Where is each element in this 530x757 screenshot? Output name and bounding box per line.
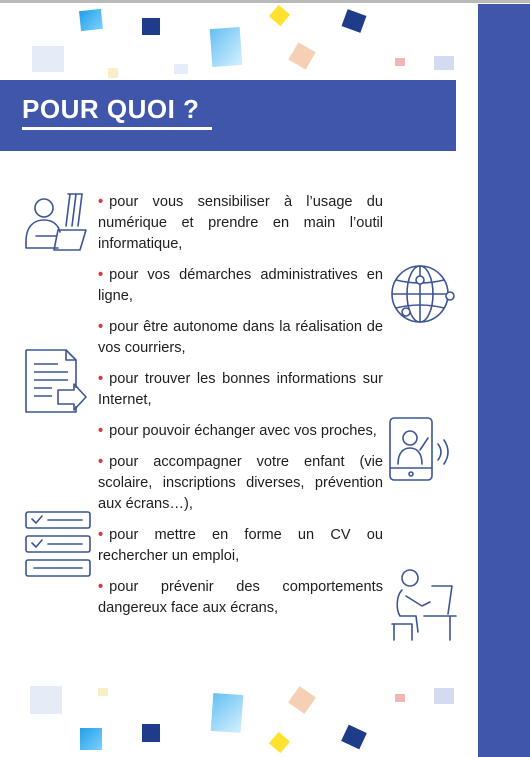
bullet: • <box>98 579 104 595</box>
bullet: • <box>98 371 104 387</box>
person-at-desk-icon <box>388 566 458 642</box>
reasons-list <box>98 192 383 629</box>
list-item <box>98 452 383 515</box>
list-item-text: pour trouver les bonnes informations sur Internet, <box>98 371 383 408</box>
page-title: POUR QUOI ? <box>22 94 200 124</box>
document-arrow-icon <box>22 348 88 414</box>
list-item <box>98 317 383 359</box>
side-band <box>478 4 530 757</box>
list-item <box>98 369 383 411</box>
list-item <box>98 192 383 255</box>
list-item-text: pour être autonome dans la réalisation de vos courriers, <box>98 319 383 356</box>
bullet: • <box>98 454 104 470</box>
list-item-text: pour vous sensibiliser à l’usage du numérique et prendre en main l’outil informatique, <box>98 194 383 252</box>
list-item-text: pour prévenir des comportements dangereux face aux écrans, <box>98 579 383 616</box>
list-item <box>98 577 383 619</box>
list-item-text: pour accompagner votre enfant (vie scolaire, inscriptions diverses, prévention aux écrans…), <box>98 454 383 512</box>
title-underline <box>22 127 212 130</box>
list-item <box>98 421 383 442</box>
list-item-text: pour vos démarches administratives en ligne, <box>98 267 383 304</box>
top-rule <box>0 0 530 3</box>
phone-video-call-icon <box>386 416 458 482</box>
list-item-text: pour pouvoir échanger avec vos proches, <box>109 423 377 439</box>
list-item <box>98 265 383 307</box>
list-item-text: pour mettre en forme un CV ou rechercher un emploi, <box>98 527 383 564</box>
bullet: • <box>98 194 104 210</box>
list-item <box>98 525 383 567</box>
bullet: • <box>98 423 104 439</box>
checklist-icon <box>22 508 94 578</box>
bullet: • <box>98 319 104 335</box>
bullet: • <box>98 267 104 283</box>
title-banner <box>0 80 456 151</box>
globe-network-icon <box>386 264 458 326</box>
bullet: • <box>98 527 104 543</box>
person-at-laptop-icon <box>22 192 92 256</box>
